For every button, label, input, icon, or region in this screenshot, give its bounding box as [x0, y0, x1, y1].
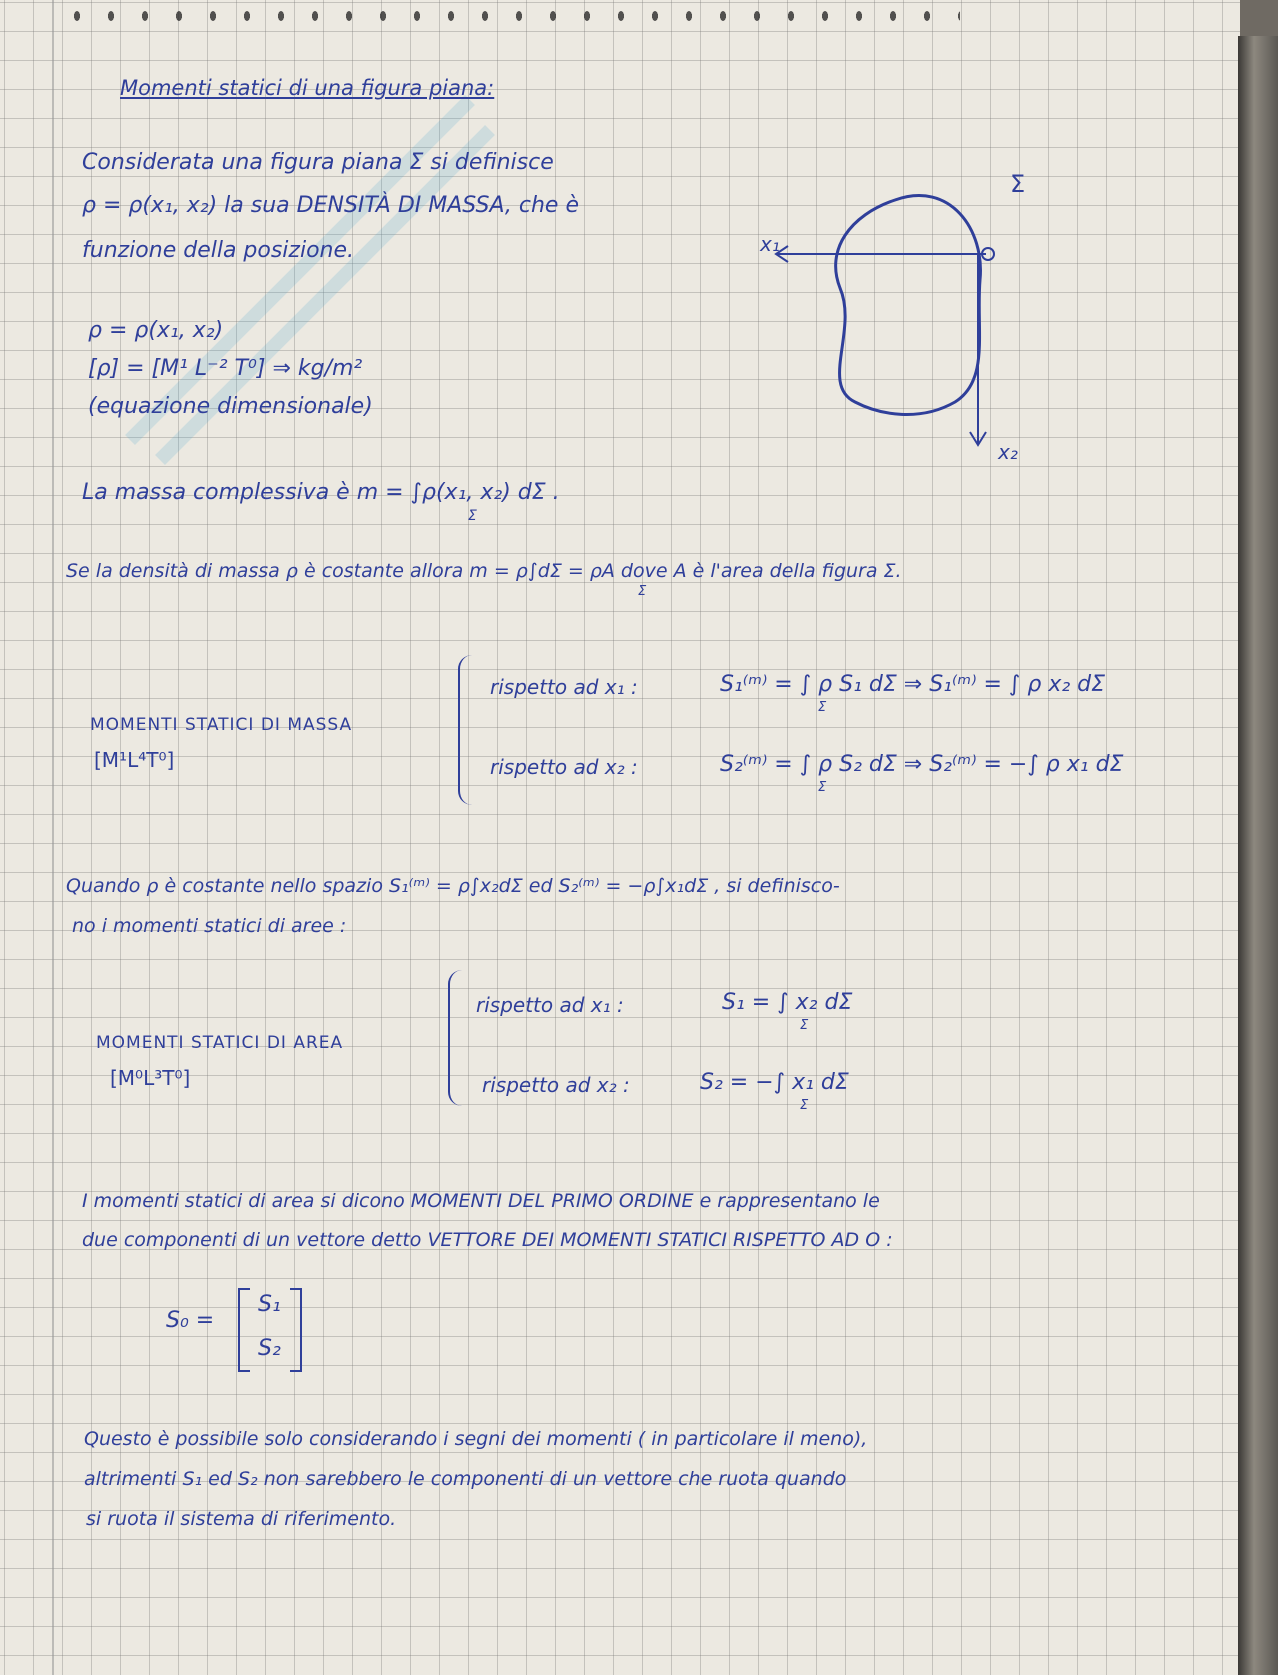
page-title: Momenti statici di una figura piana: [120, 76, 495, 100]
area-intro-line-2: no i momenti statici di aree : [72, 915, 347, 937]
density-line-1: ρ = ρ(x₁, x₂) [88, 318, 224, 343]
mass-row2-text: rispetto ad x₂ : [490, 755, 638, 779]
area-row1-text: rispetto ad x₁ : [476, 993, 624, 1017]
sigma-label: Σ [1010, 170, 1026, 198]
intro-line-1: Considerata una figura piana Σ si definisce [82, 150, 554, 175]
vector-component-1: S₁ [258, 1292, 281, 1317]
origin-label [1002, 230, 1003, 231]
intro-line-2: ρ = ρ(x₁, x₂) la sua DENSITÀ DI MASSA, che è [82, 193, 579, 218]
order-line-2: due componenti di un vettore detto VETTORE DEI MOMENTI STATICI RISPETTO AD O : [82, 1229, 893, 1251]
x1-axis-label: x₁ [760, 232, 780, 256]
constant-density-sub: Σ [638, 584, 647, 599]
area-row2-text: rispetto ad x₂ : [482, 1073, 630, 1097]
mass-row1-sub: Σ [818, 700, 827, 715]
density-line-2: [ρ] = [M¹ L⁻² T⁰] ⇒ kg/m² [88, 356, 363, 381]
order-line-1: I momenti statici di area si dicono MOMENTI DEL PRIMO ORDINE e rappresentano le [82, 1190, 880, 1212]
density-line-3: (equazione dimensionale) [88, 394, 373, 419]
mass-total-sub: Σ [468, 508, 477, 524]
x2-axis-label: x₂ [998, 440, 1018, 464]
mass-moments-dims: [M¹L⁴T⁰] [94, 748, 175, 772]
area-row1-sub: Σ [800, 1018, 809, 1033]
mass-moments-brace [458, 655, 474, 805]
spiral-binding [60, 6, 960, 26]
area-row1-formula: S₁ = ∫ x₂ dΣ [722, 990, 853, 1015]
vector-bracket-left [238, 1288, 250, 1372]
constant-density-text: Se la densità di massa ρ è costante allora m = ρ∫dΣ = ρA dove A è l'area della figura Σ. [66, 560, 902, 582]
area-intro-line-1: Quando ρ è costante nello spazio S₁⁽ᵐ⁾ = ρ∫x₂dΣ ed S₂⁽ᵐ⁾ = −ρ∫x₁dΣ , si definisco- [66, 875, 840, 897]
figure-diagram [740, 170, 1070, 470]
area-row2-formula: S₂ = −∫ x₁ dΣ [700, 1070, 849, 1095]
mass-row2-formula: S₂⁽ᵐ⁾ = ∫ ρ S₂ dΣ ⇒ S₂⁽ᵐ⁾ = −∫ ρ x₁ dΣ [720, 752, 1124, 777]
closing-line-2: altrimenti S₁ ed S₂ non sarebbero le componenti di un vettore che ruota quando [84, 1468, 847, 1490]
figure-outline [836, 195, 981, 414]
closing-line-1: Questo è possibile solo considerando i segni dei momenti ( in particolare il meno), [84, 1428, 868, 1450]
mass-moments-label: MOMENTI STATICI DI MASSA [90, 715, 353, 735]
area-moments-label: MOMENTI STATICI DI AREA [96, 1033, 344, 1053]
area-moments-brace [448, 970, 464, 1106]
mass-row1-text: rispetto ad x₁ : [490, 675, 638, 699]
area-row2-sub: Σ [800, 1098, 809, 1113]
margin-line [52, 0, 54, 1675]
intro-line-3: funzione della posizione. [82, 238, 355, 263]
mass-row1-formula: S₁⁽ᵐ⁾ = ∫ ρ S₁ dΣ ⇒ S₁⁽ᵐ⁾ = ∫ ρ x₂ dΣ [720, 672, 1106, 697]
vector-component-2: S₂ [258, 1336, 281, 1361]
closing-line-3: si ruota il sistema di riferimento. [86, 1508, 397, 1530]
vector-bracket-right [290, 1288, 302, 1372]
mass-total: La massa complessiva è m = ∫ρ(x₁, x₂) dΣ . [82, 480, 560, 505]
vector-lhs: S₀ = [166, 1308, 215, 1333]
area-moments-dims: [M⁰L³T⁰] [110, 1066, 191, 1090]
mass-row2-sub: Σ [818, 780, 827, 795]
notebook-edge [1238, 36, 1278, 1675]
